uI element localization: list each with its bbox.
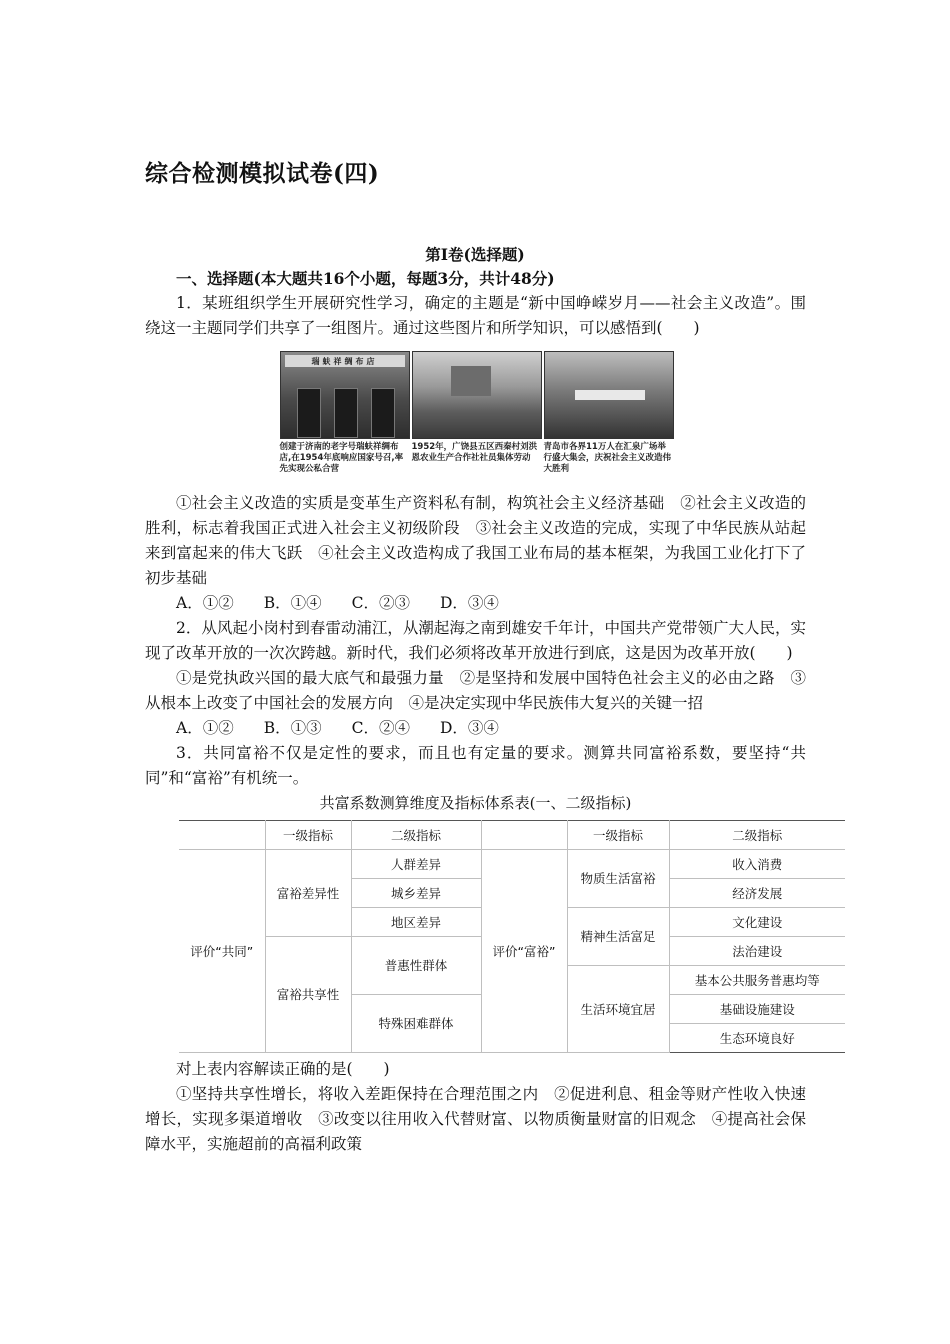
figure-caption: 创建于济南的老字号瑞蚨祥绸布店,在1954年底响应国家号召,率先实现公私合营 [279, 442, 404, 474]
header-level1: 一级指标 [567, 821, 669, 850]
door-shape [371, 388, 395, 438]
question-1-stem: 1．某班组织学生开展研究性学习，确定的主题是“新中国峥嵘岁月——社会主义改造”。围绕这一主题同学们共享了一组图片。通过这些图片和所学知识，可以感悟到( ) [145, 294, 806, 337]
question-1-options [145, 591, 806, 616]
option-b: B．①③ [263, 719, 322, 737]
page-title: 综合检测模拟试卷(四) [145, 160, 380, 187]
indicator-table [179, 820, 845, 1053]
figure-caption: 青岛市各界11万人在汇泉广场举行盛大集会，庆祝社会主义改造伟大胜利 [543, 442, 672, 474]
option-a: A．①② [176, 594, 234, 612]
figure-3 [544, 351, 672, 475]
level2-cell: 经济发展 [669, 879, 845, 908]
building-shape [451, 366, 491, 396]
section-heading: 第Ⅰ卷(选择题) [425, 245, 525, 264]
level2-cell: 文化建设 [669, 908, 845, 937]
photo-rally [544, 351, 674, 439]
level1-cell: 生活环境宜居 [567, 966, 669, 1053]
level2-cell: 特殊困难群体 [351, 995, 481, 1053]
option-d: D．③④ [439, 594, 499, 612]
header-level2: 二级指标 [351, 821, 481, 850]
level1-cell: 精神生活富足 [567, 908, 669, 966]
question-2-options [145, 716, 806, 741]
table-corner-cell [179, 821, 265, 850]
question-3-ask: 对上表内容解读正确的是( ) [176, 1060, 390, 1078]
header-level2: 二级指标 [669, 821, 845, 850]
question-1-figures [145, 351, 806, 475]
question-2-statements: ①是党执政兴国的最大底气和最强力量 ②是坚持和发展中国特色社会主义的必由之路 ③从根本上改变了中国社会的发展方向 ④是决定实现中华民族伟大复兴的关键一招 [145, 669, 806, 712]
level1-cell: 富裕共享性 [265, 937, 351, 1053]
table-title: 共富系数测算维度及指标体系表(一、二级指标) [319, 794, 632, 812]
exam-content [145, 266, 820, 1157]
level2-cell: 收入消费 [669, 850, 845, 879]
photo-store-front [280, 351, 410, 439]
header-level1: 一级指标 [265, 821, 351, 850]
level2-cell: 生态环境良好 [669, 1024, 845, 1053]
level2-cell: 城乡差异 [351, 879, 481, 908]
part-heading: 一、选择题(本大题共16个小题，每题3分，共计48分) [176, 269, 555, 288]
option-c: C．②③ [351, 594, 410, 612]
question-3-statements: ①坚持共享性增长，将收入差距保持在合理范围之内 ②促进利息、租金等财产性收入快速增长，实现多渠道增收 ③改变以往用收入代替财富、以物质衡量财富的旧观念 ④提高社会保障水平，实施超前的高福利政策 [145, 1085, 806, 1153]
level1-cell: 富裕差异性 [265, 850, 351, 937]
level1-cell: 物质生活富裕 [567, 850, 669, 908]
option-a: A．①② [176, 719, 234, 737]
option-b: B．①④ [263, 594, 322, 612]
level2-cell: 基本公共服务普惠均等 [669, 966, 845, 995]
figure-2 [412, 351, 540, 475]
level2-cell: 法治建设 [669, 937, 845, 966]
option-c: C．②④ [351, 719, 410, 737]
table-corner-cell [481, 821, 567, 850]
group-wealth: 评价“富裕” [481, 850, 567, 1053]
door-shape [334, 388, 358, 438]
question-2-stem: 2．从风起小岗村到春雷动浦江，从潮起海之南到雄安千年计，中国共产党带领广大人民，实现了改革开放的一次次跨越。新时代，我们必须将改革开放进行到底，这是因为改革开放( ) [145, 619, 806, 662]
level2-cell: 地区差异 [351, 908, 481, 937]
option-d: D．③④ [439, 719, 499, 737]
door-shape [297, 388, 321, 438]
level2-cell: 普惠性群体 [351, 937, 481, 995]
level2-cell: 基础设施建设 [669, 995, 845, 1024]
question-1-statements: ①社会主义改造的实质是变革生产资料私有制，构筑社会主义经济基础 ②社会主义改造的胜利，标志着我国正式进入社会主义初级阶段 ③社会主义改造的完成，实现了中华民族从站起来到富起来的伟大飞跃 ④社会主义改造构成了我国工业布局的基本框架，为我国工业化打下了初步基础 [145, 494, 806, 587]
banner-shape [575, 390, 645, 400]
question-3-stem: 3．共同富裕不仅是定性的要求，而且也有定量的要求。测算共同富裕系数，要坚持“共同”和“富裕”有机统一。 [145, 744, 806, 787]
figure-1 [280, 351, 408, 475]
level2-cell: 人群差异 [351, 850, 481, 879]
photo-sign: 瑞蚨祥绸布店 [285, 355, 405, 367]
figure-caption: 1952年，广饶县五区西秦村刘洪恩农业生产合作社社员集体劳动 [411, 442, 538, 463]
group-common: 评价“共同” [179, 850, 265, 1053]
photo-farm-labor [412, 351, 542, 439]
